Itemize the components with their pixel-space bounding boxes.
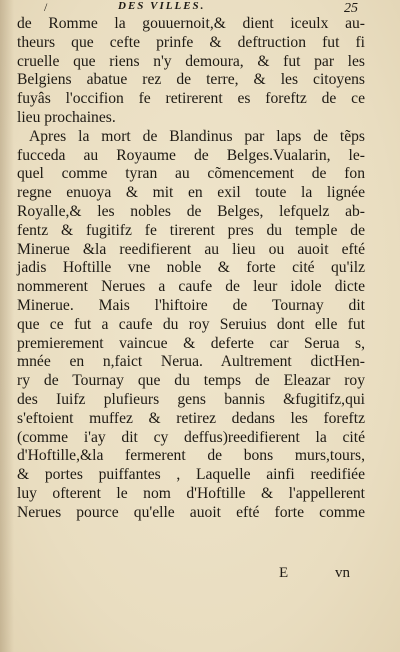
text-line: des Iuifz plufieurs gens bannis &fugitifz,qui (17, 390, 365, 408)
text-line: mnée en n,faict Nerua. Aultrement dictHen- (17, 353, 365, 371)
text-line: lieu prochaines. (17, 108, 116, 126)
catchword: vn (335, 565, 350, 581)
body-text (17, 15, 365, 523)
text-line: & portes puiffantes , Laquelle ainfi reedifiée (17, 466, 365, 484)
text-line: de Romme la gouuernoit,& dient iceulx au- (17, 15, 365, 32)
text-line: Minerue &la reedifierent au lieu ou auoit efté (17, 240, 365, 258)
text-line: jadis Hoftille vne noble & forte cité qu'ilz (17, 259, 365, 277)
text-line: luy ofterent le nom d'Hoftille & l'appellerent (17, 484, 365, 502)
text-line: fucceda au Royaume de Belges.Vualarin, le- (17, 146, 365, 164)
running-title: DES VILLES. (118, 0, 206, 12)
text-line: (comme i'ay dit cy deffus)reedifierent la cité (17, 428, 365, 446)
text-line: theurs que cefte prinfe & deftruction fut fi (17, 33, 365, 51)
text-line: fentz & fugitifz fe tirerent pres du temple de (17, 221, 365, 239)
text-line: regne enuoya & mit en exil toute la lignée (17, 184, 365, 202)
header-mark: / (44, 0, 48, 14)
gutter-shadow (0, 0, 14, 652)
signature-mark: E (279, 565, 289, 581)
text-line: Royalle,& les nobles de Belges, lefquelz ab- (17, 202, 365, 220)
text-line: nommerent Nerues a caufe de leur idole dicte (17, 278, 365, 296)
text-line: fuyâs l'occifion fe retirerent es foreftz de ce (17, 90, 365, 108)
page-number: 25 (344, 1, 358, 16)
text-line: que ce fut a caufe du roy Seruius dont elle fut (17, 315, 365, 333)
text-line: Nerues pource qu'elle auoit efté forte comme (17, 503, 365, 521)
text-line: premierement vaincue & deferte car Serua s, (17, 334, 365, 352)
text-line: quel comme tyran au cõmencement de fon (17, 165, 365, 183)
text-line: Apres la mort de Blandinus par laps de tẽps (29, 127, 365, 145)
text-line: Minerue. Mais l'hiftoire de Tournay dit (17, 296, 365, 314)
text-line: cruelle que riens n'y demoura, & fut par les (17, 52, 365, 70)
text-line: d'Hoftille,&la fermerent de bons murs,tours, (17, 447, 365, 465)
text-line: ry de Tournay que du temps de Eleazar roy (17, 372, 365, 390)
text-line: Belgiens abatue rez de terre, & les citoyens (17, 71, 365, 89)
page-header (38, 0, 378, 16)
page-footer (17, 565, 365, 584)
text-line: s'eftoient muffez & retirez dedans les foreftz (17, 409, 365, 427)
